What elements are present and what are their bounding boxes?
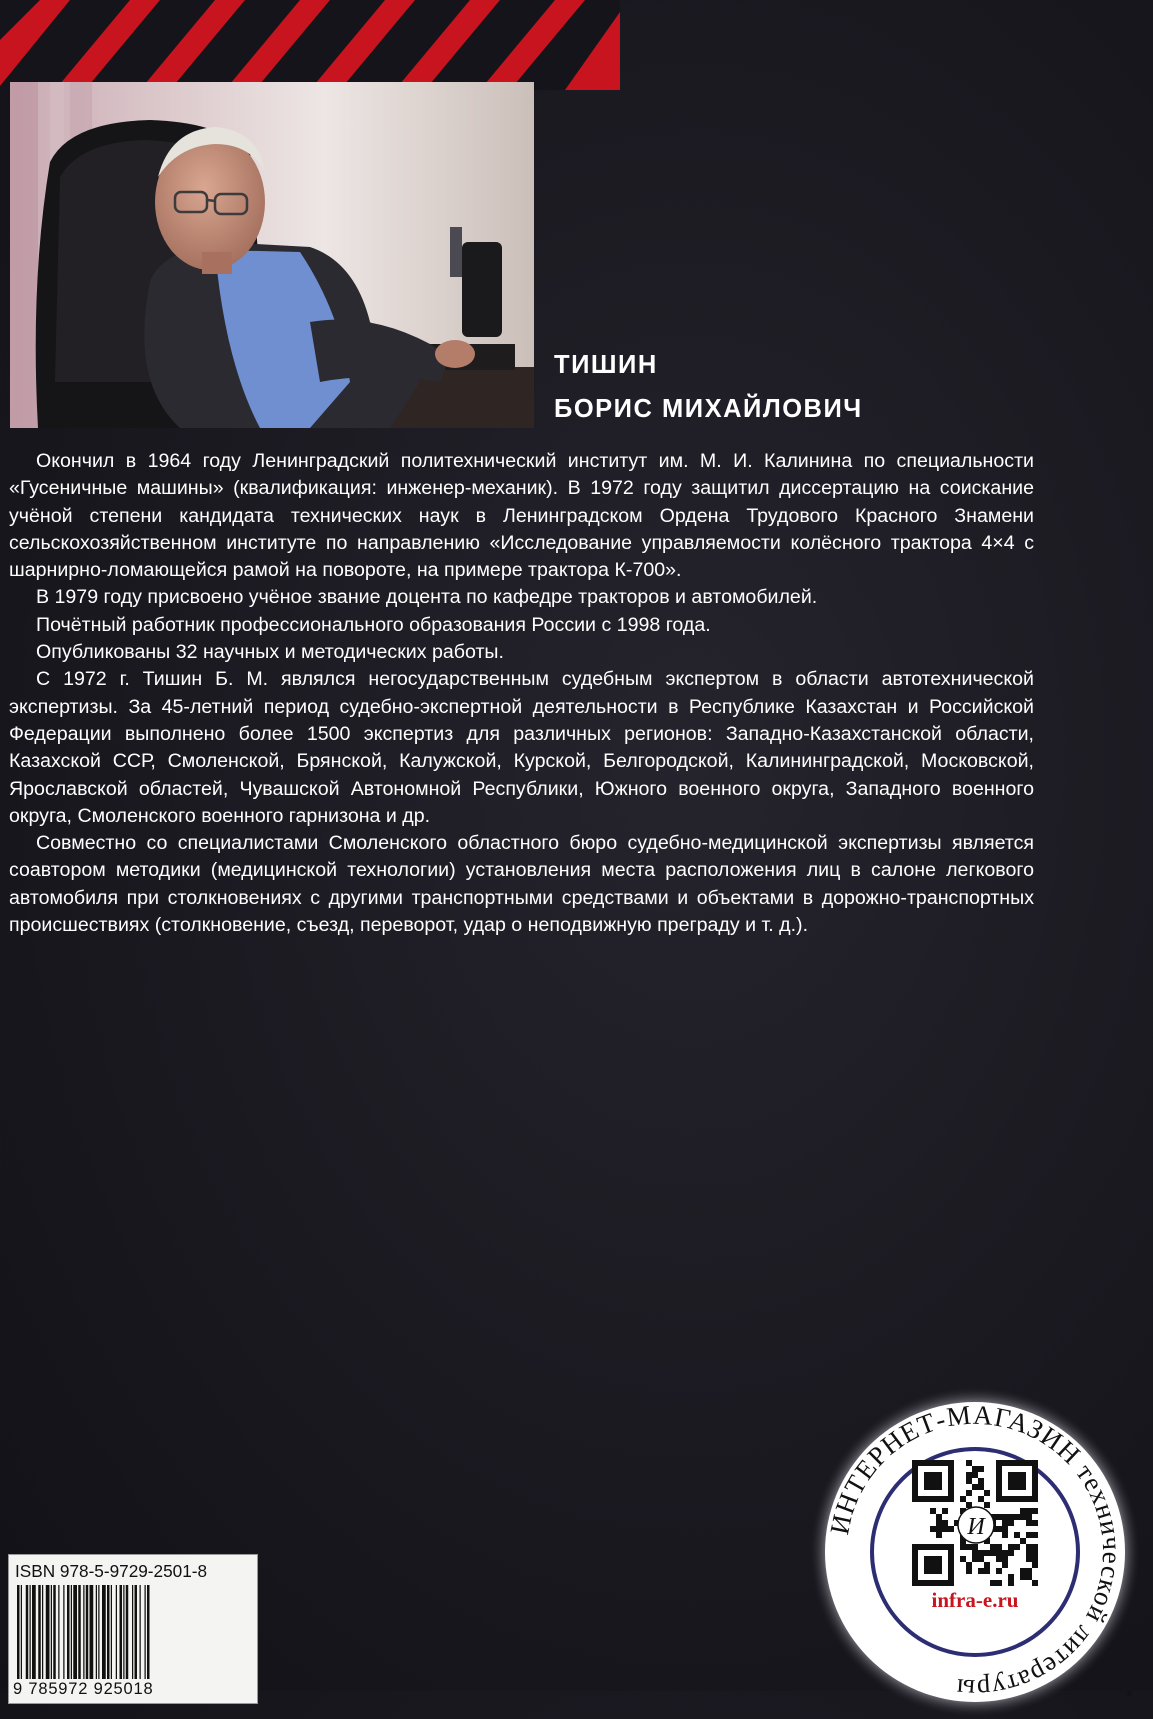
barcode-bar: [58, 1585, 59, 1679]
barcode-bar: [116, 1585, 117, 1679]
barcode-bar: [96, 1585, 97, 1679]
barcode-bar: [90, 1585, 94, 1679]
barcode-bar: [38, 1585, 41, 1679]
barcode-bar: [147, 1585, 150, 1679]
barcode-digits: 9 785972 925018: [13, 1680, 154, 1698]
barcode-bar: [32, 1585, 36, 1679]
barcode-bar: [123, 1585, 124, 1679]
barcode-bar: [102, 1585, 106, 1679]
barcode-bar: [63, 1585, 64, 1679]
bio-paragraph: Окончил в 1964 году Ленинградский политехнический институт им. М. И. Калинина по специальности «Гусеничные машины» (квалификация: инженер-механик). В 1972 году защитил диссертацию на соискание учёной степени кандидата технических наук в Ленинградском Ордена Трудового Красного Знамени сельскохозяйственном институте по направлению «Исследование управляемости колёсного трактора 4×4 с шарнирно-ломающейся рамой на повороте, на примере трактора К-700».: [9, 450, 1034, 582]
bio-paragraph: Совместно со специалистами Смоленского областного бюро судебно-медицинской экспертизы является соавтором методики (медицинской технологии) установления места расположения лиц в салоне легкового автомобиля при столкновениях с другими транспортными средствами и объектами в дорожно-транспортных происшествиях (столкновение, съезд, переворот, удар о неподвижную преграду и т. д.).: [9, 832, 1034, 937]
barcode: [17, 1585, 249, 1679]
bio-paragraph: Почётный работник профессионального образования России с 1998 года.: [36, 613, 711, 636]
barcode-bar: [126, 1585, 129, 1679]
isbn-barcode-block: [8, 1554, 258, 1704]
barcode-bar: [120, 1585, 123, 1679]
author-photo: [10, 82, 534, 428]
barcode-bar: [51, 1585, 52, 1679]
barcode-bar: [53, 1585, 56, 1679]
bio-paragraph: Опубликованы 32 научных и методических работы.: [36, 641, 504, 664]
barcode-bar: [107, 1585, 110, 1679]
decorative-stripes: [0, 0, 620, 90]
barcode-bar: [145, 1585, 146, 1679]
barcode-bar: [73, 1585, 77, 1679]
infra-e-seal: [808, 1385, 1142, 1719]
barcode-bar: [111, 1585, 112, 1679]
barcode-bar: [67, 1585, 70, 1679]
barcode-bar: [46, 1585, 50, 1679]
barcode-bar: [135, 1585, 138, 1679]
barcode-bar: [132, 1585, 133, 1679]
author-surname: ТИШИН: [554, 351, 658, 379]
author-portrait-illustration: [10, 82, 534, 428]
barcode-bar: [78, 1585, 81, 1679]
barcode-bar: [83, 1585, 84, 1679]
seal-url: infra-e.ru: [931, 1588, 1019, 1612]
barcode-bar: [98, 1585, 99, 1679]
bio-paragraph: С 1972 г. Тишин Б. М. являлся негосударственным судебным экспертом в области автотехнической экспертизы. За 45-летний период судебно-экспертной деятельности в Республике Казахстан и Российской Федерации выполнено более 1500 экспертиз для различных регионов: Западно-Казахстанской области, Казахской ССР, Смоленской, Брянской, Калужской, Курской, Белгородской, Калининградской, Московской, Ярославской областей, Чувашской Автономной Республики, Южного военного округа, Западного военного округа, Смоленского военного гарнизона и др.: [9, 668, 1034, 827]
barcode-bar: [26, 1585, 29, 1679]
seal-monogram: И: [967, 1514, 985, 1540]
barcode-bar: [86, 1585, 89, 1679]
author-name: [554, 343, 863, 431]
isbn-label: ISBN 978-5-9729-2501-8: [15, 1561, 208, 1581]
barcode-bar: [71, 1585, 72, 1679]
bio-paragraph: В 1979 году присвоено учёное звание доцента по кафедре тракторов и автомобилей.: [36, 586, 818, 609]
barcode-bar: [140, 1585, 141, 1679]
seal-star-icon: *: [1126, 1687, 1134, 1707]
barcode-bar: [30, 1585, 31, 1679]
author-biography: [9, 448, 1034, 939]
author-given-names: БОРИС МИХАЙЛОВИЧ: [554, 395, 863, 423]
barcode-bar: [42, 1585, 43, 1679]
seal-ring-text: ИНТЕРНЕТ-МАГАЗИН технической литературы: [824, 1399, 1128, 1705]
barcode-bar: [17, 1585, 20, 1679]
barcode-bar: [21, 1585, 22, 1679]
